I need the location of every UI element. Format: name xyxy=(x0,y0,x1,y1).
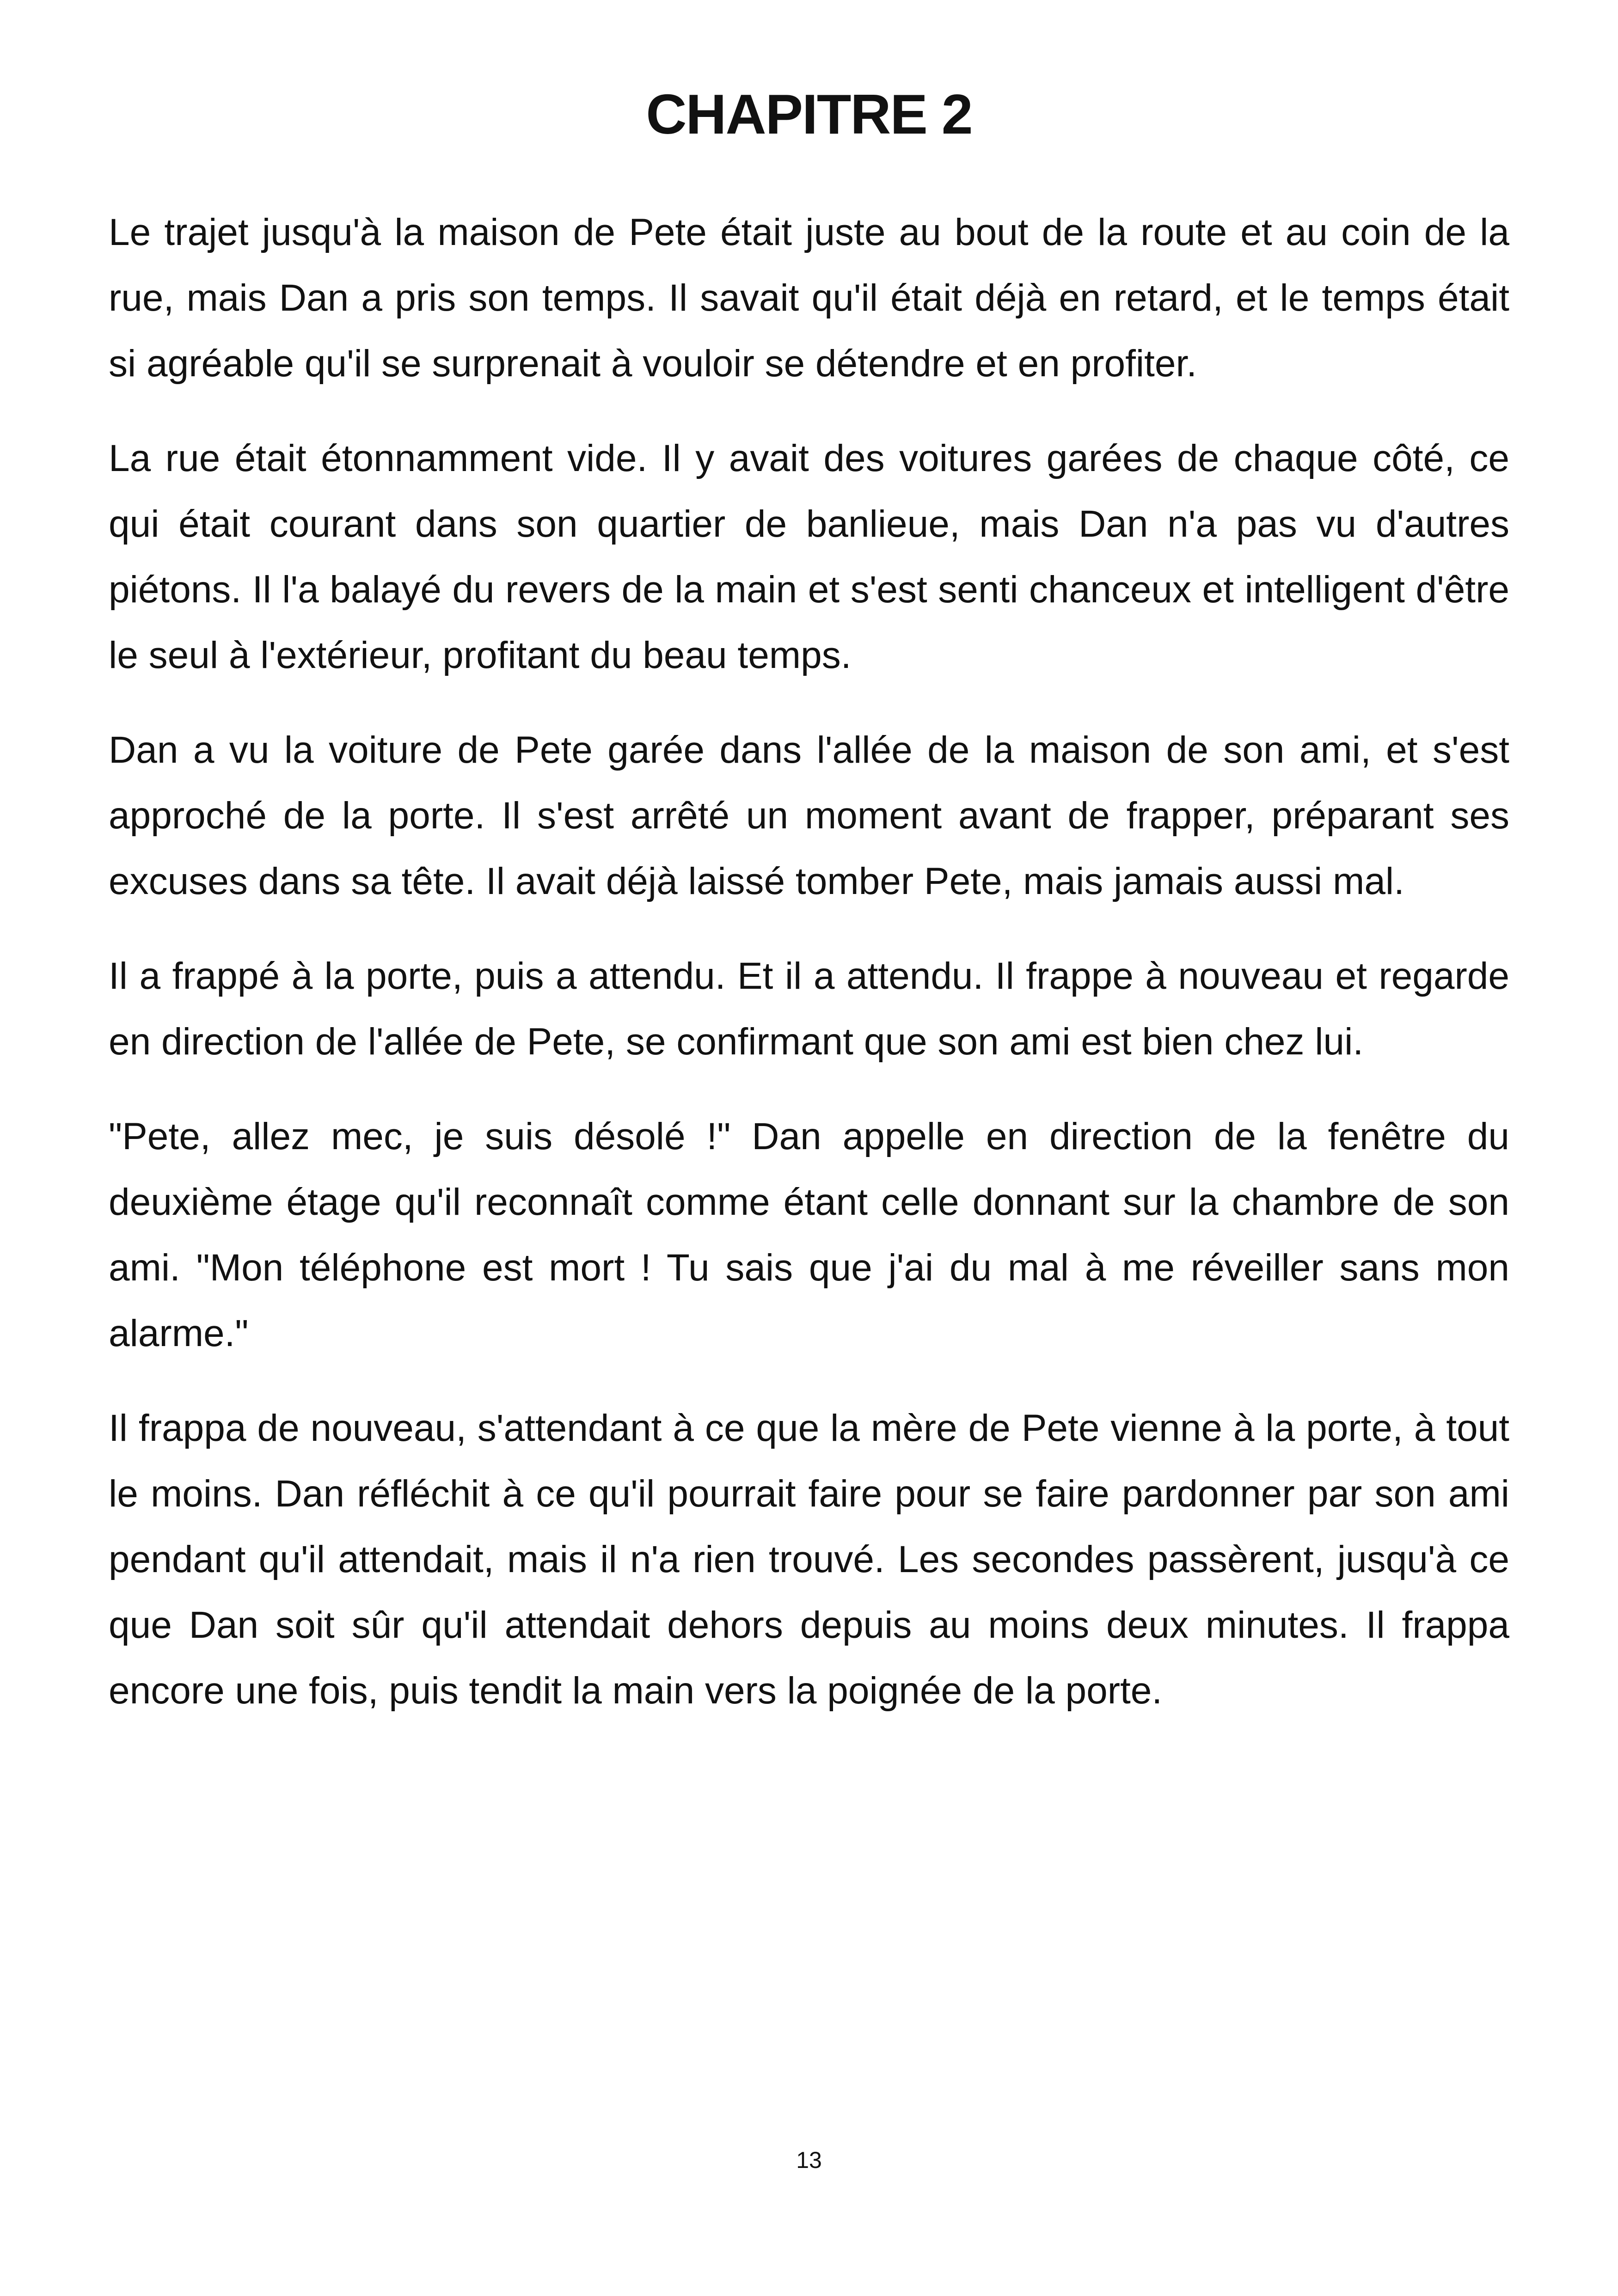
chapter-body xyxy=(109,200,1509,1724)
paragraph-6: Il frappa de nouveau, s'attendant à ce que la mère de Pete vienne à la porte, à tout le moins. Dan réfléchit à ce qu'il pourrait faire pour se faire pardonner par son ami pendant qu'il attendait, mais il n'a rien trouvé. Les secondes passèrent, jusqu'à ce que Dan soit sûr qu'il attendait dehors depuis au moins deux minutes. Il frappa encore une fois, puis tendit la main vers la poignée de la porte. xyxy=(109,1407,1509,1712)
paragraph-1: Le trajet jusqu'à la maison de Pete était juste au bout de la route et au coin de la rue, mais Dan a pris son temps. Il savait qu'il était déjà en retard, et le temps était si agréable qu'il se surprenait à vouloir se détendre et en profiter. xyxy=(109,211,1509,385)
paragraph-4: Il a frappé à la porte, puis a attendu. Et il a attendu. Il frappe à nouveau et regarde en direction de l'allée de Pete, se confirmant que son ami est bien chez lui. xyxy=(109,955,1509,1063)
paragraph-2: La rue était étonnamment vide. Il y avait des voitures garées de chaque côté, ce qui était courant dans son quartier de banlieue, mais Dan n'a pas vu d'autres piétons. Il l'a balayé du revers de la main et s'est senti chanceux et intelligent d'être le seul à l'extérieur, profitant du beau temps. xyxy=(109,437,1509,677)
paragraph-5: "Pete, allez mec, je suis désolé !" Dan appelle en direction de la fenêtre du deuxième étage qu'il reconnaît comme étant celle donnant sur la chambre de son ami. "Mon téléphone est mort ! Tu sais que j'ai du mal à me réveiller sans mon alarme." xyxy=(109,1115,1509,1355)
page-number: 13 xyxy=(796,2147,822,2173)
paragraph-3: Dan a vu la voiture de Pete garée dans l'allée de la maison de son ami, et s'est approché de la porte. Il s'est arrêté un moment avant de frapper, préparant ses excuses dans sa tête. Il avait déjà laissé tomber Pete, mais jamais aussi mal. xyxy=(109,729,1509,903)
chapter-title: CHAPITRE 2 xyxy=(646,83,972,146)
